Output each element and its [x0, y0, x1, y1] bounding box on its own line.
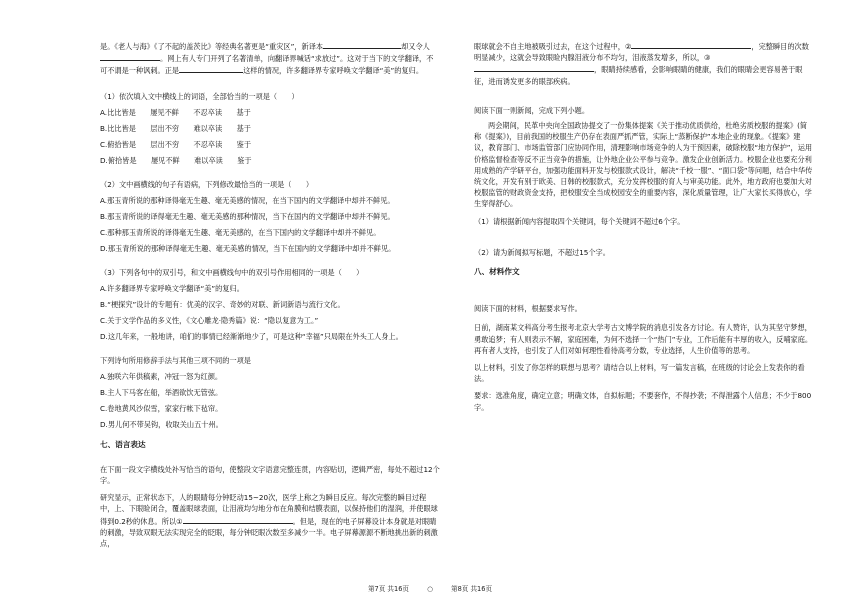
question-4-option-c[interactable]: C.卷地黄风沙似雪，家家行帐下毡帘。: [100, 404, 223, 414]
section-8-prompt: 以上材料，引发了你怎样的联想与思考？请结合以上材料，写一篇发言稿，在班级的讨论会上发表你的看法。: [474, 363, 805, 384]
question-1: [100, 91, 440, 167]
left-page-column: [100, 0, 440, 549]
question-1-option-c[interactable]: C.俯拾皆是 层出不穷 不忍卒读 鉴于: [100, 140, 252, 150]
right-page-column: [474, 0, 814, 413]
question-4: [100, 355, 440, 431]
news-question-1: （1）请根据新闻内容提取四个关键词，每个关键词不超过6个字。: [474, 216, 685, 226]
question-4-option-b[interactable]: B.主人下马客在船，举酒欲饮无管弦。: [100, 388, 223, 398]
question-3-option-d[interactable]: D.这几年来，一般地讲，咱们的事情已经渐渐地少了，可是这种“幸福”只局限在外头工人身上。: [100, 332, 403, 342]
right-page-number: 第8页 共16页: [450, 585, 493, 593]
section-8-requirements: 要求：选准角度，确定立意；明确文体，自拟标题；不要套作，不得抄袭；不得泄露个人信息；不少于800字。: [474, 391, 812, 412]
section-7-heading: 七、语言表达: [100, 439, 146, 449]
question-3-option-c[interactable]: C.关于文学作品的多义性，《文心雕龙·隐秀篇》说：“隐以复意为工。”: [100, 316, 319, 326]
section-7-passage: 研究显示，正常状态下，人的眼睛每分钟眨动15~20次，医学上称之为瞬目反应。每次完整的瞬目过程中，上、下眼睑闭合，覆盖眼球表面，让泪液均匀地分布在角膜和结膜表面，以保持他们的湿润，并使眼球得到0.2秒的休息。所以① 。但是，现在的电子屏幕设计本身就是对眼睛的刺激，导致双眼无法实现完全的眨眼，每分钟眨眼次数至多减少一半。电子屏幕源源不断地挑出新的刺激点，: [100, 493, 438, 549]
fill-blank-3[interactable]: [474, 63, 594, 72]
blank-2: [100, 52, 160, 61]
question-3-option-a[interactable]: A.许多翻译界专家呼唤文学翻译“美”的复归。: [100, 283, 244, 293]
question-2-stem: （2）文中画横线的句子有语病，下列修改最恰当的一项是（ ）: [100, 179, 314, 189]
question-1-stem: （1）依次填入文中横线上的词语，全部恰当的一项是（ ）: [100, 91, 299, 101]
news-question-2: （2）请为新闻拟写标题，不超过15个字。: [474, 247, 610, 257]
question-2-option-c[interactable]: C.那种那玉青所说的译得毫无生趣、毫无美感的，在当下国内的文学翻译中却并不鲜见。: [100, 228, 381, 238]
question-4-option-d[interactable]: D.男儿何不带吴钩，收取关山五十州。: [100, 420, 223, 430]
blank-marker-2: ②: [624, 42, 632, 51]
question-3-option-b[interactable]: B.“梗探究”设计的专题有：优美的汉字、奇妙的对联、新词新语与流行文化。: [100, 300, 345, 310]
question-3: [100, 267, 440, 343]
fill-blank-2[interactable]: [631, 40, 751, 49]
question-2-option-a[interactable]: A.那玉青所说的那种译得毫无生趣、毫无美感的情况，在当下国内的文学翻译中却并不鲜见。: [100, 195, 395, 205]
question-2: [100, 179, 440, 255]
blank-1: [323, 40, 401, 49]
page-footer: [0, 583, 860, 593]
section-8-instructions: 阅读下面的材料，根据要求写作。: [474, 304, 582, 314]
blank-marker-1: ①: [176, 516, 183, 526]
news-passage: 两会期间，民革中央向全国政协提交了一份集体提案《关于推动优质供给，杜绝劣质校服的提案》(简称《提案》)，目前我国的校服生产仍存在表面严抓严管，实际上“蒸断保护”本地企业的现象。《提案》建议，教育部门、市场监管部门应协同作用，清理影响市场竞争的人为干预因素，破除校服“地方保护”，运用价格监督检查等反不正当竞争的措施，让外地企业公平参与竞争。激发企业创新活力。校服企业也要充分利用成熟的产学研平台，加强功能面料开发与校服款式设计，解决“千校一服”、“面口袋”等问题，结合中华传统文化，开发有别于欧美、日韩的校服款式，充分发挥校服的育人与审美功能。此外，地方政府也要加大对校服监管的财政资金支持，把校服安全当成校园安全的重要内容，深化质量管理，让广大家长买得放心，学生穿得舒心。: [474, 121, 813, 209]
question-2-option-d[interactable]: D.那玉青所说的那种译得毫无生趣、毫无美感的情况，当下在国内的文学翻译中却并不鲜见。: [100, 244, 396, 254]
blank-3: [179, 64, 243, 73]
page-separator: ○: [427, 585, 433, 593]
section-7-instructions: 在下面一段文字横线处补写恰当的语句，使整段文字语意完整连贯，内容贴切，逻辑严密，每处不超过12个字。: [100, 464, 440, 486]
question-4-option-a[interactable]: A.独咲六年供稿素，冲冠一怒为红颜。: [100, 371, 223, 381]
question-4-stem: 下列诗句所用修辞手法与其他三项不同的一项是: [100, 355, 251, 365]
fill-blank-1[interactable]: [183, 515, 293, 524]
question-1-option-a[interactable]: A.比比皆是 屡见不鲜 不忍卒读 基于: [100, 107, 251, 117]
passage-intro: 是。《老人与海》《了不起的盖茨比》等经典名著更是“重灾区”，新译本 却又令人。网上有人专门开列了名著清单，向翻译界喊话“求放过”。这对于当下的文学翻译，不可不谓是一种讽刺。正是 这样的情况，许多翻译界专家呼唤文学翻译“美”的复归。: [100, 42, 434, 76]
question-1-option-d[interactable]: D.俯拾皆是 屡见不鲜 难以卒读 鉴于: [100, 156, 252, 166]
left-page-number: 第7页 共16页: [367, 585, 409, 593]
section-8-material: 日前，湖南某文科高分考生报考北京大学考古文博学院的消息引发各方讨论。有人赞许，认为其坚守梦想，勇敢追梦；有人则表示不解，家庭困难，为何不选择一个“热门”专业，工作后能有丰厚的收入，反哺家庭。再有者人支持，也引发了人们对如何理性看待高考分数，专业选择，人生价值等的思考。: [474, 323, 813, 355]
section-8-heading: 八、材料作文: [474, 267, 520, 277]
blank-marker-3: ③: [704, 53, 711, 63]
question-3-stem: （3）下列各句中的双引号，和文中画横线句中的双引号作用相同的一项是（ ）: [100, 267, 364, 277]
section-7-passage-continued: 眼球就会不自主地被吸引过去，在这个过程中，② ，完整瞬目的次数明显减少，这就会导致眼睑内腺泪液分布不均匀，泪液蒸发增多，所以，③，眼睛持续感看，会影响眼睛的健康，我们的眼睛会更容易善于眼征，进而诱发更多的眼部疾病。: [474, 42, 809, 86]
question-2-option-b[interactable]: B.那玉青所说的译得毫无生趣、毫无美感的那种情况，当下在国内的文学翻译中却并不鲜见。: [100, 212, 395, 222]
question-1-option-b[interactable]: B.比比皆是 层出不穷 难以卒读 基于: [100, 124, 251, 134]
news-instructions: 阅读下面一则新闻，完成下列小题。: [474, 105, 590, 115]
